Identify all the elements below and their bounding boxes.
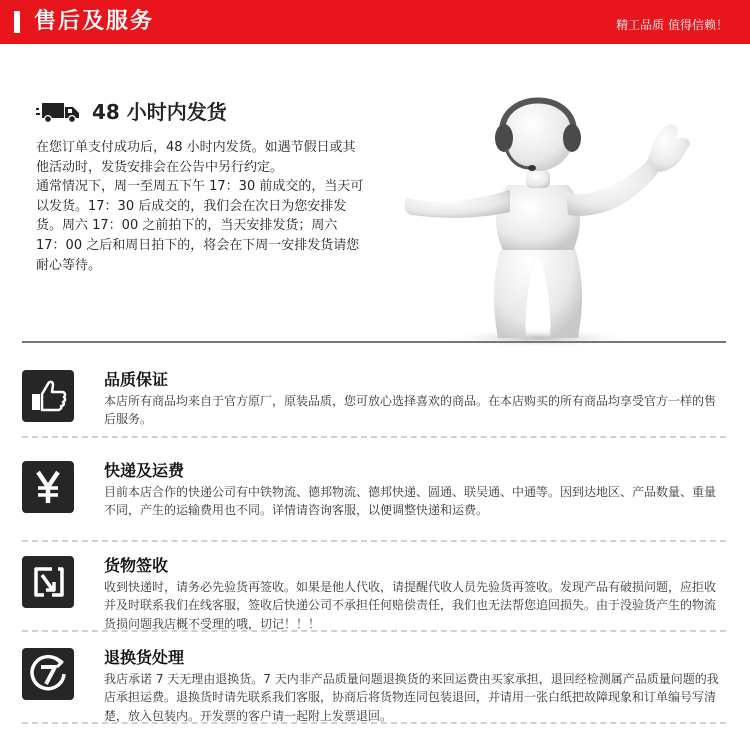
section-title: 退换货处理 bbox=[104, 648, 185, 667]
section-title: 快递及运费 bbox=[104, 461, 185, 480]
page-title: 售后及服务 bbox=[34, 9, 155, 34]
section-divider bbox=[22, 540, 726, 542]
section-body: 收到快递时，请务必先验货再签收。如果是他人代收，请提醒代收人员先验货再签收。发现产品有破损问题，应拒收并及时联系我们在线客服，签收后快递公司不承担任何赔偿责任，我们也无法帮您追回损失。由于没验货产生的物流货损问题我店概不受理的哦，切记！！！ bbox=[104, 580, 717, 631]
section-title: 品质保证 bbox=[104, 370, 169, 389]
yuan-icon bbox=[22, 461, 74, 513]
shipping-title: 48 小时内发货 bbox=[92, 100, 227, 124]
truck-icon bbox=[36, 103, 80, 123]
section-body: 本店所有商品均来自于官方原厂，原装品质，您可放心选择喜欢的商品。在本店购买的所有商品均享受官方一样的售后服务。 bbox=[104, 394, 717, 427]
section-divider bbox=[22, 630, 726, 632]
seven-day-return-icon bbox=[22, 648, 74, 700]
section-body: 目前本店合作的快递公司有中铁物流、德邦物流、德邦快递、圆通、联吴通、中通等。因到达地区、产品数量、重量不同，产生的运输费用也不同。详情请咨询客服，以便调整快递和运费。 bbox=[104, 485, 717, 518]
thumbs-up-icon bbox=[22, 370, 74, 422]
shipping-paragraph: 通常情况下，周一至周五下午 17：30 前成交的，当天可以发货。17：30 后成交的，我们会在次日为您安排发货。周六 17：00 之前拍下的，当天安排发货；周六 17：00 之后和周日拍下的，将会在下周一安排发货请您耐心等待。 bbox=[36, 179, 364, 273]
sign-for-icon bbox=[22, 556, 74, 608]
section-divider bbox=[22, 341, 726, 343]
customer-service-figure bbox=[398, 90, 698, 350]
shipping-paragraph: 在您订单支付成功后，48 小时内发货。如遇节假日或其他活动时，发货安排会在公告中另行约定。 bbox=[36, 140, 356, 175]
header-slogan: 精工品质 值得信赖！ bbox=[616, 18, 728, 32]
shipping-description bbox=[36, 138, 366, 275]
section-title: 货物签收 bbox=[104, 556, 169, 575]
section-divider bbox=[22, 722, 726, 724]
header-accent-bar bbox=[14, 11, 20, 33]
page-header bbox=[0, 0, 750, 44]
section-divider bbox=[22, 436, 726, 438]
section-body: 我店承诺 7 天无理由退换货。7 天内非产品质量问题退换货的来回运费由买家承担，退回经检测属产品质量问题的我店承担运费。退换货时请先联系我们客服，协商后将货物连同包装退回，并请用一张白纸把故障现象和订单编号写清楚，放入包装内。开发票的客户请一起附上发票退回。 bbox=[104, 672, 719, 723]
